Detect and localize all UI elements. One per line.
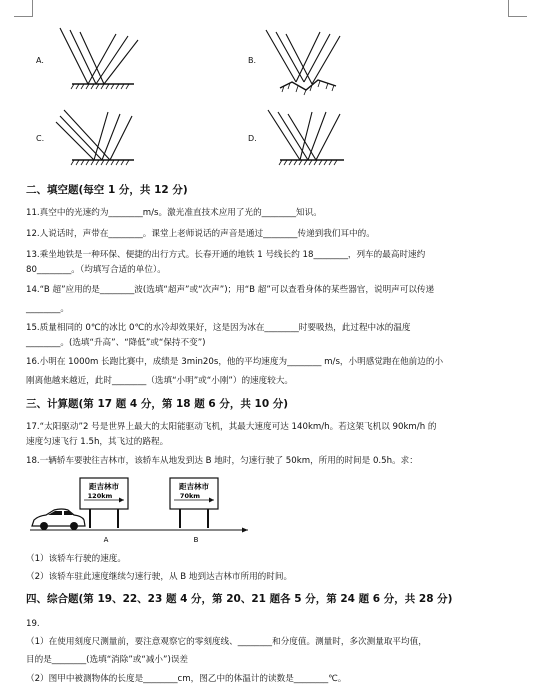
road-diagram [28, 468, 268, 548]
sign-2-title: 距吉林市 [179, 482, 209, 491]
option-a-diagram [56, 26, 146, 96]
question-13-line1: 13.乘坐地铁是一种环保、便捷的出行方式。长春开通的地铁 1 号线长约 18________，列车的最高时速约 [26, 250, 426, 260]
question-11: 11.真空中的光速约为________m/s。激光准直技术应用了光的________知识。 [26, 208, 322, 218]
point-b-label: B [193, 536, 199, 544]
question-19-part1-line1: （1）在使用刻度尺测量前，要注意观察它的零刻度线、________和分度值。测量时，多次测量取平均值， [26, 637, 427, 647]
question-15-line2: ________。(选填“升高”、“降低”或“保持不变”) [26, 338, 206, 348]
question-17-line2: 速度匀速飞行 1.5h，其飞过的路程。 [26, 437, 169, 447]
sign-2-speed: 70km [179, 492, 201, 500]
question-18-part1: （1）该轿车行驶的速度。 [26, 554, 126, 564]
question-13-line2: 80________。（均填写合适的单位）。 [26, 265, 166, 275]
option-c-diagram [52, 108, 142, 176]
option-d-label: D. [248, 134, 257, 143]
corner-mark-right [508, 0, 527, 17]
question-16-line2: 刚离他越来越近，此时________（选填“小明”或“小刚”）的速度较大。 [26, 376, 294, 386]
sign-1-speed: 120km [87, 492, 113, 500]
question-19-part1-line2: 目的是________(选填“消除”或“减小”)误差 [26, 655, 189, 665]
question-14-line1: 14.“B 超”应用的是________波(选填“超声”或“次声”)；用“B 超”可以查看身体的某些器官，说明声可以传递 [26, 285, 435, 295]
question-17-line1: 17.“太阳驱动”2 号是世界上最大的太阳能驱动飞机，其最大速度可达 140km/h。若这架飞机以 90km/h 的 [26, 422, 437, 432]
car-illustration [32, 509, 85, 530]
road-sign-1 [80, 478, 128, 528]
question-14-line2: ________。 [26, 304, 69, 314]
question-18: 18.一辆轿车要驶往吉林市，该轿车从地发到达 B 地时，匀速行驶了 50km，所用的时间是 0.5h。求： [26, 456, 418, 466]
option-b-label: B. [248, 56, 257, 65]
road-sign-2 [170, 478, 218, 528]
question-12: 12.人说话时，声带在________。课堂上老师说话的声音是通过________传递到我们耳中的。 [26, 229, 375, 239]
question-15-line1: 15.质量相同的 0℃的冰比 0℃的水冷却效果好，这是因为冰在________时要吸热，此过程中冰的温度 [26, 323, 411, 333]
option-b-diagram [262, 26, 352, 96]
corner-mark-left [14, 0, 33, 17]
question-18-part2: （2）该轿车驻此速度继续匀速行驶，从 B 地到达吉林市所用的时间。 [26, 572, 293, 582]
option-d-diagram [264, 106, 354, 174]
option-c-label: C. [36, 134, 45, 143]
section-3-heading: 三、计算题(第 17 题 4 分，第 18 题 6 分，共 10 分) [26, 398, 289, 410]
question-16-line1: 16.小明在 1000m 长跑比赛中，成绩是 3min20s，他的平均速度为________ m/s，小明感觉跑在他前边的小 [26, 357, 444, 367]
section-4-heading: 四、综合题(第 19、22、23 题 4 分，第 20、21 题各 5 分，第 24 题 6 分，共 28 分) [26, 593, 453, 605]
question-19-part2: （2）图甲中被测物体的长度是________cm，图乙中的体温计的读数是________℃。 [26, 674, 347, 684]
sign-1-title: 距吉林市 [89, 482, 119, 491]
question-19: 19. [26, 619, 40, 629]
section-2-heading: 二、填空题(每空 1 分，共 12 分) [26, 184, 188, 196]
point-a-label: A [103, 536, 109, 544]
option-a-label: A. [36, 56, 44, 65]
